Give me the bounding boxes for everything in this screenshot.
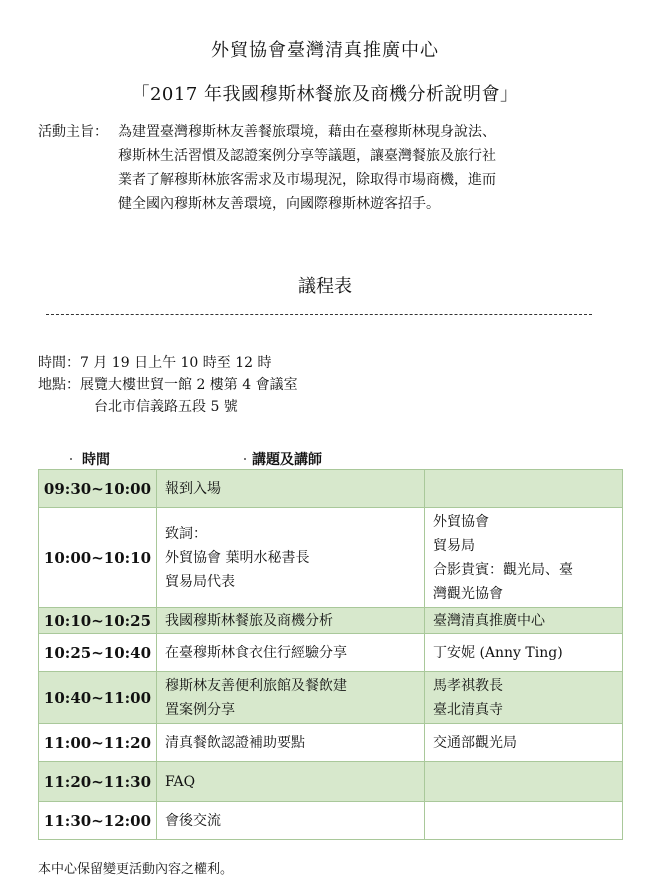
topic-line: 清真餐飲認證補助要點 [165, 734, 305, 751]
speaker-line: 臺北清真寺 [433, 701, 503, 718]
speaker-line: 臺灣清真推廣中心 [433, 612, 545, 629]
time-cell: 11:30~12:00 [39, 802, 157, 840]
purpose-line: 業者了解穆斯林旅客需求及市場現況，除取得市場商機，進而 [118, 172, 496, 188]
speaker-line: 交通部觀光局 [433, 734, 517, 751]
time-cell: 11:00~11:20 [39, 724, 157, 762]
speaker-cell [425, 608, 623, 634]
table-row [39, 508, 623, 608]
topic-line: 我國穆斯林餐旅及商機分析 [165, 612, 333, 629]
speaker-line: 外貿協會 [433, 513, 489, 530]
column-header-topic: 講題及講師 [252, 452, 322, 468]
purpose-line: 健全國內穆斯林友善環境，向國際穆斯林遊客招手。 [118, 196, 440, 212]
topic-line: 置案例分享 [165, 701, 235, 718]
table-row [39, 724, 623, 762]
topic-cell [157, 508, 425, 608]
event-info [38, 352, 298, 418]
topic-line: FAQ [165, 773, 196, 790]
time-line: 時間：7 月 19 日上午 10 時至 12 時 [38, 355, 272, 371]
footnote: 本中心保留變更活動內容之權利。 [38, 862, 234, 877]
topic-cell [157, 762, 425, 802]
time-cell: 10:00~10:10 [39, 508, 157, 608]
event-title: 「2017 年我國穆斯林餐旅及商機分析說明會」 [131, 84, 519, 105]
topic-line: 外貿協會 葉明水秘書長 [165, 549, 310, 566]
table-row [39, 802, 623, 840]
table-row [39, 608, 623, 634]
purpose-section [38, 120, 618, 216]
table-row [39, 634, 623, 672]
topic-cell [157, 470, 425, 508]
speaker-line: 灣觀光協會 [433, 585, 503, 602]
topic-line: 穆斯林友善便利旅館及餐飲建 [165, 677, 347, 694]
address-line: 台北市信義路五段 5 號 [94, 399, 238, 415]
organization-title: 外貿協會臺灣清真推廣中心 [211, 40, 439, 61]
time-cell: 09:30~10:00 [39, 470, 157, 508]
speaker-cell [425, 672, 623, 724]
purpose-label: 活動主旨： [38, 124, 108, 140]
bullet-dot [70, 458, 72, 460]
time-cell: 11:20~11:30 [39, 762, 157, 802]
topic-cell [157, 802, 425, 840]
speaker-line: 貿易局 [433, 537, 475, 554]
topic-line: 報到入場 [165, 480, 221, 497]
dashed-divider [46, 314, 592, 315]
speaker-cell [425, 508, 623, 608]
speaker-cell [425, 470, 623, 508]
agenda-table [38, 469, 623, 840]
speaker-cell [425, 802, 623, 840]
topic-line: 在臺穆斯林食衣住行經驗分享 [165, 644, 347, 661]
time-cell: 10:40~11:00 [39, 672, 157, 724]
purpose-line: 為建置臺灣穆斯林友善餐旅環境，藉由在臺穆斯林現身說法、 [118, 124, 496, 140]
topic-cell [157, 724, 425, 762]
speaker-cell [425, 724, 623, 762]
speaker-cell [425, 762, 623, 802]
speaker-line: 合影貴賓：觀光局、臺 [433, 561, 573, 578]
purpose-line: 穆斯林生活習慣及認證案例分享等議題，讓臺灣餐旅及旅行社 [118, 148, 496, 164]
location-line: 地點：展覽大樓世貿一館 2 樓第 4 會議室 [38, 377, 298, 393]
bullet-dot [244, 458, 246, 460]
column-header-time: 時間 [82, 452, 110, 468]
topic-cell [157, 608, 425, 634]
topic-line: 會後交流 [165, 812, 221, 829]
speaker-line: 丁安妮 (Anny Ting) [433, 644, 563, 661]
table-row [39, 762, 623, 802]
topic-cell [157, 634, 425, 672]
speaker-cell [425, 634, 623, 672]
topic-cell [157, 672, 425, 724]
table-row [39, 470, 623, 508]
purpose-text [118, 120, 618, 216]
topic-line: 貿易局代表 [165, 573, 235, 590]
time-cell: 10:25~10:40 [39, 634, 157, 672]
table-row [39, 672, 623, 724]
time-cell: 10:10~10:25 [39, 608, 157, 634]
topic-line: 致詞： [165, 525, 207, 542]
agenda-title: 議程表 [298, 276, 352, 297]
speaker-line: 馬孝祺教長 [433, 677, 503, 694]
